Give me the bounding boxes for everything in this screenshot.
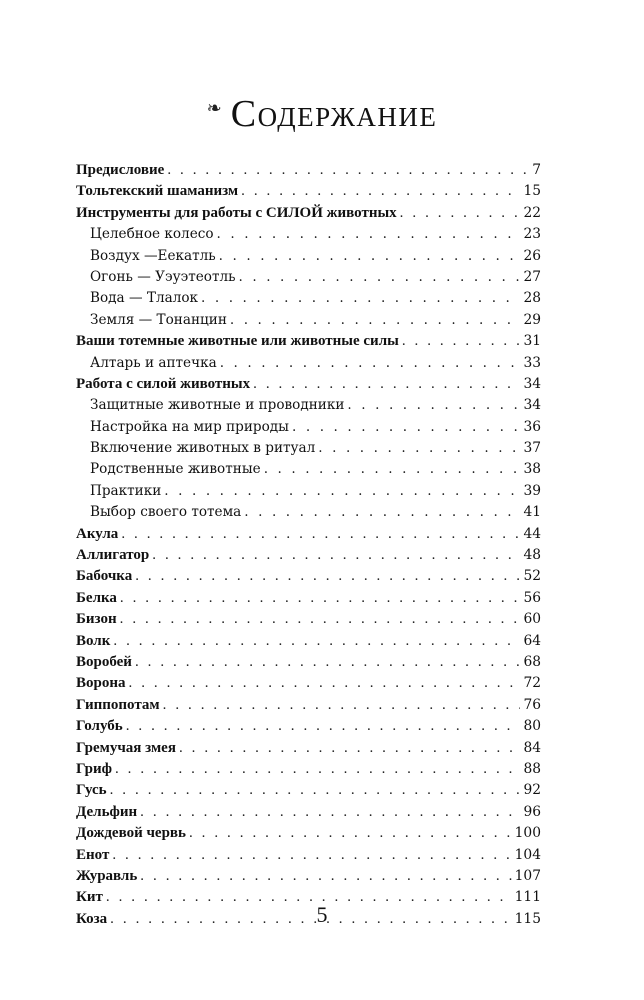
toc-leader-dots bbox=[126, 716, 521, 737]
toc-leader-dots bbox=[140, 802, 520, 823]
toc-entry[interactable] bbox=[76, 524, 541, 545]
toc-entry-label: Дождевой червь bbox=[76, 825, 186, 842]
toc-entry[interactable] bbox=[76, 673, 541, 694]
toc-entry-page: 92 bbox=[523, 782, 541, 799]
toc-leader-dots bbox=[115, 759, 520, 780]
toc-leader-dots bbox=[120, 609, 521, 630]
toc-leader-dots bbox=[113, 631, 520, 652]
toc-entry-label: Работа с силой животных bbox=[76, 375, 251, 392]
toc-entry[interactable] bbox=[76, 502, 541, 523]
toc-entry-page: 96 bbox=[523, 803, 541, 820]
toc-entry-label: Воробей bbox=[76, 653, 132, 670]
toc-entry-page: 72 bbox=[523, 675, 541, 692]
toc-leader-dots bbox=[120, 588, 521, 609]
toc-entry[interactable] bbox=[76, 823, 541, 844]
toc-entry-page: 7 bbox=[532, 162, 541, 178]
toc-entry-label: Ворона bbox=[76, 675, 126, 692]
toc-entry-label: Бабочка bbox=[76, 568, 133, 585]
toc-entry-label: Включение животных в ритуал bbox=[90, 440, 316, 457]
toc-entry[interactable] bbox=[76, 417, 541, 438]
toc-entry[interactable] bbox=[76, 267, 541, 288]
toc-leader-dots bbox=[110, 780, 521, 801]
toc-leader-dots bbox=[402, 331, 521, 352]
toc-entry[interactable] bbox=[76, 288, 541, 309]
toc-leader-dots bbox=[167, 160, 529, 181]
toc-entry-label: Аллигатор bbox=[76, 547, 150, 564]
toc-leader-dots bbox=[140, 866, 511, 887]
toc-entry-label: Практики bbox=[90, 482, 162, 499]
toc-entry-label: Журавль bbox=[76, 867, 138, 884]
toc-leader-dots bbox=[318, 438, 520, 459]
toc-entry-page: 76 bbox=[523, 696, 541, 713]
toc-entry[interactable] bbox=[76, 438, 541, 459]
toc-entry-label: Родственные животные bbox=[90, 461, 261, 478]
page-number: 5 bbox=[316, 902, 328, 927]
ornament-icon: ❧ bbox=[206, 98, 222, 119]
toc-entry[interactable] bbox=[76, 181, 541, 202]
toc-entry[interactable] bbox=[76, 566, 541, 587]
toc-leader-dots bbox=[244, 502, 520, 523]
toc-entry[interactable] bbox=[76, 780, 541, 801]
toc-entry[interactable] bbox=[76, 716, 541, 737]
toc-leader-dots bbox=[135, 566, 520, 587]
toc-entry-label: Выбор своего тотема bbox=[90, 504, 242, 521]
toc-entry-page: 44 bbox=[523, 525, 541, 542]
toc-leader-dots bbox=[164, 481, 520, 502]
toc-leader-dots bbox=[135, 652, 520, 673]
toc-entry-label: Дельфин bbox=[76, 803, 138, 820]
toc-entry-page: 100 bbox=[514, 825, 541, 842]
toc-entry-label: Белка bbox=[76, 589, 117, 606]
toc-entry-page: 80 bbox=[523, 718, 541, 735]
toc-entry-page: 56 bbox=[523, 589, 541, 606]
toc-entry[interactable] bbox=[76, 481, 541, 502]
toc-entry-label: Бизон bbox=[76, 611, 117, 628]
toc-entry-label: Целебное колесо bbox=[90, 226, 214, 243]
toc-entry-label: Гриф bbox=[76, 760, 112, 777]
toc-entry-page: 39 bbox=[523, 482, 541, 499]
toc-leader-dots bbox=[292, 417, 520, 438]
toc-leader-dots bbox=[179, 738, 520, 759]
toc-entry-page: 27 bbox=[523, 268, 541, 285]
toc-entry[interactable] bbox=[76, 802, 541, 823]
toc-entry[interactable] bbox=[76, 160, 541, 181]
toc-leader-dots bbox=[241, 181, 520, 202]
toc-entry-page: 22 bbox=[523, 204, 541, 221]
toc-entry[interactable] bbox=[76, 203, 541, 224]
toc-leader-dots bbox=[347, 395, 520, 416]
toc-entry-label: Огонь — Уэуэтеотль bbox=[90, 268, 236, 285]
toc-entry-label: Голубь bbox=[76, 718, 123, 735]
toc-entry-page: 34 bbox=[523, 397, 541, 414]
toc-entry-page: 34 bbox=[523, 375, 541, 392]
toc-leader-dots bbox=[219, 246, 521, 267]
toc-entry[interactable] bbox=[76, 652, 541, 673]
toc-leader-dots bbox=[253, 374, 520, 395]
toc-entry-label: Воздух —Еекатль bbox=[90, 247, 216, 264]
toc-entry-label: Гусь bbox=[76, 782, 107, 799]
toc-entry[interactable] bbox=[76, 224, 541, 245]
toc-entry-label: Гремучая змея bbox=[76, 739, 176, 756]
toc-leader-dots bbox=[121, 524, 520, 545]
toc-entry-page: 48 bbox=[523, 547, 541, 564]
toc-entry-page: 33 bbox=[523, 354, 541, 371]
toc-leader-dots bbox=[112, 845, 511, 866]
toc-entry-label: Предисловие bbox=[76, 162, 165, 178]
toc-entry-page: 15 bbox=[523, 183, 541, 200]
toc-entry-page: 41 bbox=[523, 504, 541, 521]
toc-entry[interactable] bbox=[76, 395, 541, 416]
toc-entry-page: 115 bbox=[514, 910, 541, 927]
toc-entry-label: Земля — Тонанцин bbox=[90, 311, 227, 328]
toc-leader-dots bbox=[230, 310, 521, 331]
toc-entry-label: Акула bbox=[76, 525, 119, 542]
toc-entry-page: 60 bbox=[523, 611, 541, 628]
toc-leader-dots bbox=[220, 353, 521, 374]
toc-entry[interactable] bbox=[76, 331, 541, 352]
toc-leader-dots bbox=[163, 695, 521, 716]
toc-entry-label: Вода — Тлалок bbox=[90, 290, 199, 307]
toc-entry[interactable] bbox=[76, 609, 541, 630]
toc-entry-label: Защитные животные и проводники bbox=[90, 397, 345, 414]
toc-entry[interactable] bbox=[76, 588, 541, 609]
toc-leader-dots bbox=[400, 203, 521, 224]
toc-entry-page: 68 bbox=[523, 653, 541, 670]
page-title: Содержание bbox=[230, 93, 438, 135]
table-of-contents bbox=[76, 160, 541, 930]
toc-entry-page: 29 bbox=[523, 311, 541, 328]
toc-entry-label: Алтарь и аптечка bbox=[90, 354, 217, 371]
toc-entry-page: 52 bbox=[523, 568, 541, 585]
toc-entry-page: 28 bbox=[523, 290, 541, 307]
title-block bbox=[0, 92, 644, 136]
toc-entry-label: Настройка на мир природы bbox=[90, 418, 290, 435]
toc-entry-label: Инструменты для работы с СИЛОЙ животных bbox=[76, 204, 397, 221]
toc-entry-page: 37 bbox=[523, 440, 541, 457]
toc-entry-label: Енот bbox=[76, 846, 110, 863]
toc-entry[interactable] bbox=[76, 759, 541, 780]
toc-leader-dots bbox=[217, 224, 521, 245]
toc-leader-dots bbox=[152, 545, 520, 566]
toc-entry-page: 84 bbox=[523, 739, 541, 756]
toc-entry-page: 31 bbox=[523, 333, 541, 350]
toc-entry-label: Гиппопотам bbox=[76, 696, 160, 713]
toc-entry-page: 64 bbox=[523, 632, 541, 649]
toc-entry-label: Тольтекский шаманизм bbox=[76, 183, 239, 200]
toc-entry[interactable] bbox=[76, 738, 541, 759]
toc-entry[interactable] bbox=[76, 246, 541, 267]
toc-entry-page: 23 bbox=[523, 226, 541, 243]
toc-entry-page: 111 bbox=[514, 889, 541, 906]
toc-leader-dots bbox=[129, 673, 521, 694]
toc-entry[interactable] bbox=[76, 866, 541, 887]
toc-leader-dots bbox=[264, 459, 521, 480]
toc-entry-page: 107 bbox=[514, 867, 541, 884]
toc-entry[interactable] bbox=[76, 631, 541, 652]
toc-leader-dots bbox=[239, 267, 521, 288]
toc-entry[interactable] bbox=[76, 374, 541, 395]
toc-entry-label: Кит bbox=[76, 889, 103, 906]
toc-entry-page: 38 bbox=[523, 461, 541, 478]
toc-entry-page: 104 bbox=[514, 846, 541, 863]
toc-entry[interactable] bbox=[76, 353, 541, 374]
toc-entry-label: Коза bbox=[76, 910, 108, 927]
toc-entry[interactable] bbox=[76, 310, 541, 331]
toc-entry-page: 36 bbox=[523, 418, 541, 435]
toc-leader-dots bbox=[189, 823, 512, 844]
toc-entry-label: Волк bbox=[76, 632, 111, 649]
toc-entry-page: 88 bbox=[523, 760, 541, 777]
toc-entry-page: 26 bbox=[523, 247, 541, 264]
toc-entry-label: Ваши тотемные животные или животные силы bbox=[76, 333, 399, 350]
toc-entry[interactable] bbox=[76, 459, 541, 480]
toc-entry[interactable] bbox=[76, 845, 541, 866]
toc-entry[interactable] bbox=[76, 695, 541, 716]
toc-entry[interactable] bbox=[76, 545, 541, 566]
toc-leader-dots bbox=[201, 288, 520, 309]
